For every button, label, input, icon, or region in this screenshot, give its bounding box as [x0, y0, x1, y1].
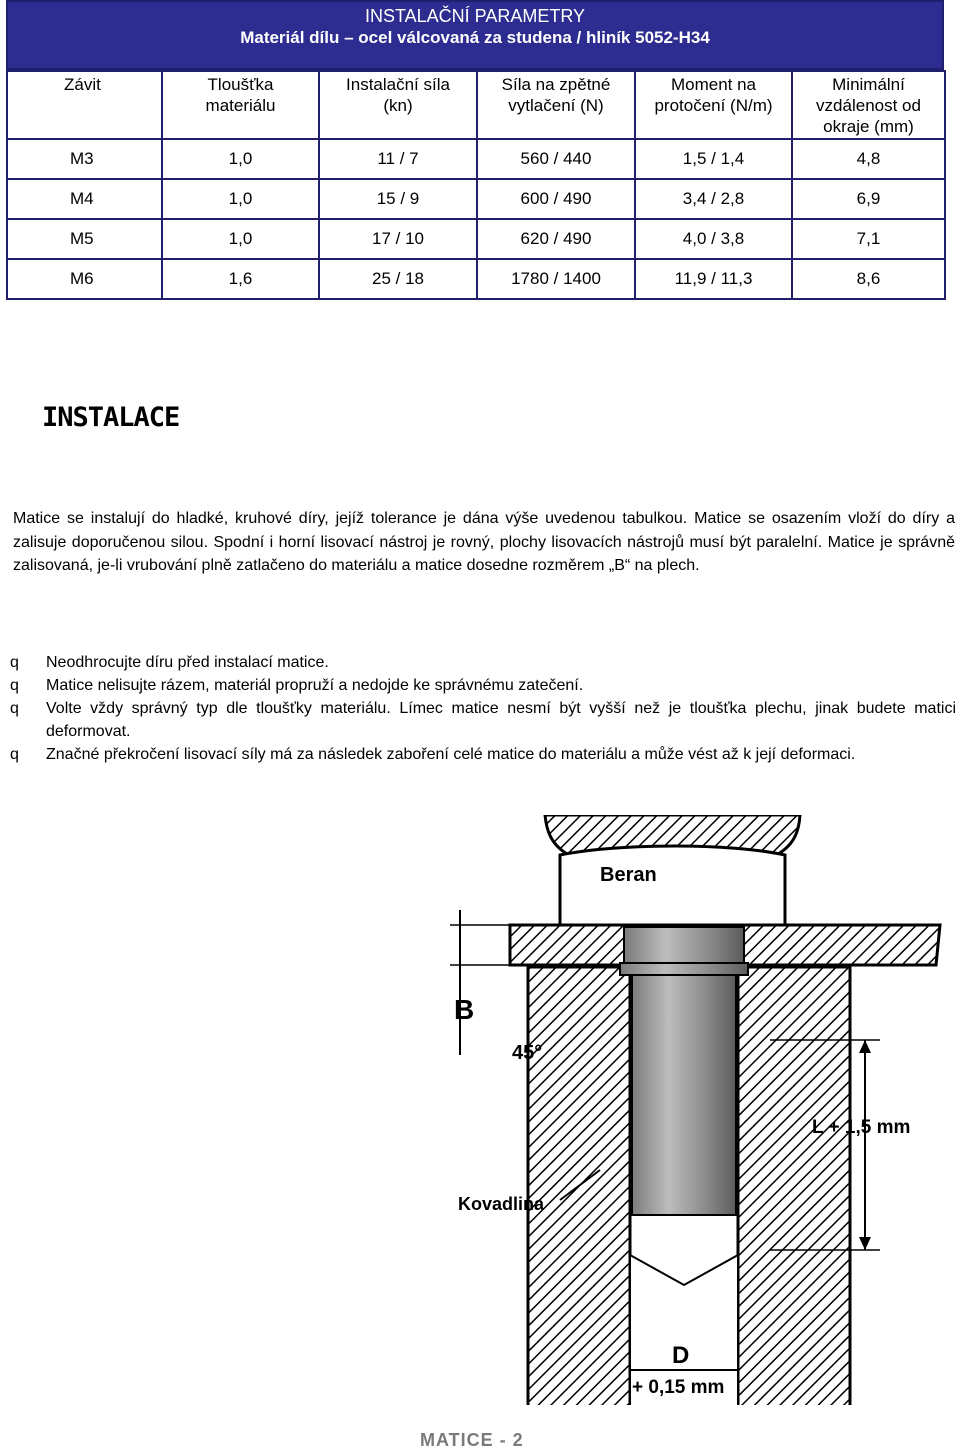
install-params-table [6, 0, 944, 300]
params-grid [6, 70, 946, 300]
table-column-headers [7, 71, 945, 139]
list-item [10, 674, 956, 697]
cell-torque: 4,0 / 3,8 [635, 219, 792, 259]
cell-edge-distance: 4,8 [792, 139, 945, 179]
section-title: INSTALACE [42, 402, 180, 433]
rule-text: Neodhrocujte díru před instalací matice. [46, 654, 329, 671]
rivet-nut [620, 927, 748, 1405]
col-header-install-force-label: Instalační síla (kn) [346, 75, 450, 115]
installation-diagram-svg [440, 815, 960, 1405]
label-l: L + 1,5 mm [812, 1117, 911, 1138]
col-header-edge-distance [792, 71, 945, 139]
col-header-install-force [319, 71, 477, 139]
col-header-pushout-force [477, 71, 635, 139]
cell-thread: M3 [7, 139, 162, 179]
rule-text: Značné překročení lisovací síly má za následek zaboření celé matice do materiálu a může vést až k její deformaci. [46, 746, 856, 763]
label-tolerance: + 0,15 mm [632, 1377, 725, 1398]
cell-thickness: 1,6 [162, 259, 319, 299]
col-header-thread-label: Závit [64, 75, 101, 94]
cell-torque: 1,5 / 1,4 [635, 139, 792, 179]
install-paragraph-text: Matice se instalují do hladké, kruhové díry, jejíž tolerance je dána výše uvedenou tabulkou. Matice se osazením vloží do díry a zalisuje doporučenou silou. Spodní i horní lisovací nástroj je rovný, plochy lisovacích nástrojů musí být paralelní. Matice je správně zalisovaná, je-li vrubování plně zatlačeno do materiálu a matice dosedne rozměrem „B“ na plech. [13, 510, 955, 574]
install-rules-list [10, 651, 956, 766]
list-item [10, 697, 956, 743]
cell-pushout-force: 560 / 440 [477, 139, 635, 179]
col-header-thickness [162, 71, 319, 139]
cell-install-force: 11 / 7 [319, 139, 477, 179]
cell-thickness: 1,0 [162, 179, 319, 219]
cell-pushout-force: 600 / 490 [477, 179, 635, 219]
bullet-marker: q [10, 700, 19, 717]
col-header-thickness-label: Tloušťka materiálu [205, 75, 276, 115]
bullet-marker: q [10, 677, 19, 694]
label-angle: 45° [512, 1042, 543, 1064]
label-d: D [672, 1342, 690, 1369]
col-header-torque [635, 71, 792, 139]
cell-pushout-force: 620 / 490 [477, 219, 635, 259]
label-beran: Beran [600, 864, 657, 886]
ram-shape [545, 815, 800, 925]
installation-diagram [440, 815, 960, 1405]
table-row [7, 219, 945, 259]
table-header-band [6, 0, 944, 70]
cell-pushout-force: 1780 / 1400 [477, 259, 635, 299]
cell-thickness: 1,0 [162, 219, 319, 259]
bullet-marker: q [10, 746, 19, 763]
label-kovadlina: Kovadlina [458, 1194, 545, 1214]
page-footer: MATICE - 2 [420, 1430, 524, 1450]
cell-thread: M4 [7, 179, 162, 219]
cell-thickness: 1,0 [162, 139, 319, 179]
col-header-edge-distance-label: Minimální vzdálenost od okraje (mm) [816, 75, 921, 136]
cell-install-force: 15 / 9 [319, 179, 477, 219]
rule-text: Matice nelisujte rázem, materiál propruží a nedojde ke správnému zatečení. [46, 677, 584, 694]
cell-edge-distance: 8,6 [792, 259, 945, 299]
cell-edge-distance: 6,9 [792, 179, 945, 219]
list-item [10, 743, 956, 766]
col-header-pushout-force-label: Síla na zpětné vytlačení (N) [501, 75, 611, 115]
rule-text: Volte vždy správný typ dle tloušťky materiálu. Límec matice nesmí být vyšší než je tloušťka plechu, jinak budete matici deformovat. [46, 700, 956, 740]
table-title: INSTALAČNÍ PARAMETRY [364, 6, 586, 26]
cell-edge-distance: 7,1 [792, 219, 945, 259]
cell-thread: M6 [7, 259, 162, 299]
col-header-torque-label: Moment na protočení (N/m) [654, 75, 773, 115]
list-item [10, 651, 956, 674]
cell-install-force: 17 / 10 [319, 219, 477, 259]
table-row [7, 179, 945, 219]
cell-thread: M5 [7, 219, 162, 259]
table-subtitle: Materiál dílu – ocel válcovaná za studena / hliník 5052-H34 [240, 28, 710, 47]
cell-torque: 11,9 / 11,3 [635, 259, 792, 299]
bullet-marker: q [10, 654, 19, 671]
table-row [7, 259, 945, 299]
label-b: B [454, 994, 475, 1025]
table-row [7, 139, 945, 179]
install-paragraph [13, 507, 955, 578]
col-header-thread [7, 71, 162, 139]
cell-torque: 3,4 / 2,8 [635, 179, 792, 219]
cell-install-force: 25 / 18 [319, 259, 477, 299]
